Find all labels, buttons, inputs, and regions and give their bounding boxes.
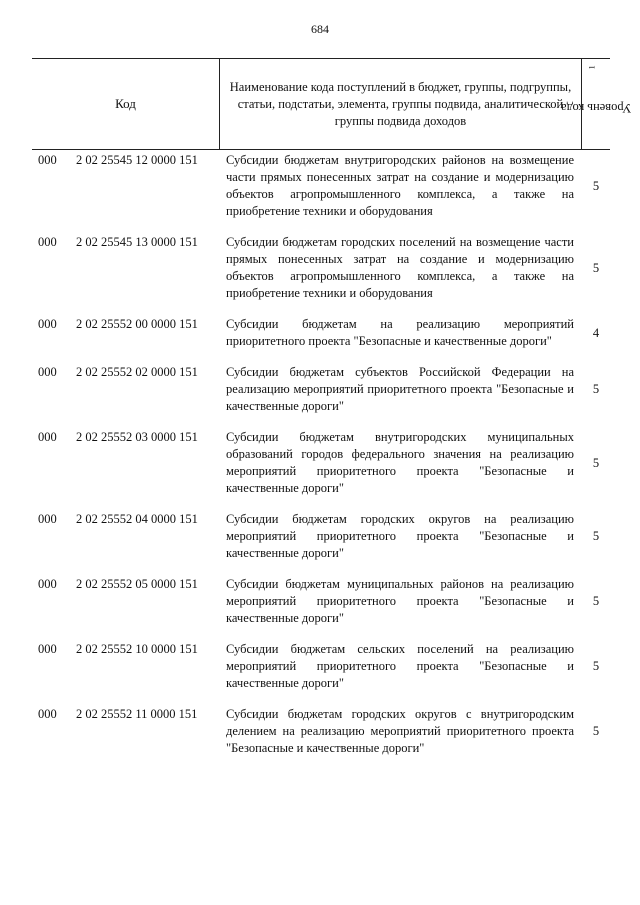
admin-code: 000: [38, 512, 57, 526]
admin-code: 000: [38, 153, 57, 167]
table-row: [32, 576, 610, 627]
code-level: 5: [592, 594, 600, 608]
table-header: [32, 58, 632, 150]
header-level-label: [561, 65, 632, 143]
code-name: Субсидии бюджетам внутригородских районов на возмещение части прямых понесенных затрат на создание и модернизацию объектов агропромышленного комплекса, а также на приобретение техники и оборудования: [226, 153, 574, 218]
table-row: [32, 152, 610, 220]
admin-code: 000: [38, 577, 57, 591]
code-level: 5: [592, 724, 600, 738]
code-name: Субсидии бюджетам городских поселений на возмещение части прямых понесенных затрат на создание и модернизацию объектов агропромышленного комплекса, а также на приобретение техники и оборудования: [226, 235, 574, 300]
table-row: [32, 511, 610, 562]
code-level: 5: [592, 382, 600, 396]
admin-code: 000: [38, 365, 57, 379]
header-level: [561, 59, 632, 149]
budget-code: 2 02 25552 00 0000 151: [76, 317, 198, 331]
header-level-text: Уровень кода: [561, 101, 632, 116]
budget-code: 2 02 25552 02 0000 151: [76, 365, 198, 379]
admin-code: 000: [38, 430, 57, 444]
admin-code: 000: [38, 235, 57, 249]
table-row: [32, 316, 610, 350]
table-row: [32, 234, 610, 302]
code-level: 5: [592, 529, 600, 543]
code-level: 5: [592, 455, 600, 470]
admin-code: 000: [38, 642, 57, 656]
code-name: Субсидии бюджетам городских округов на реализацию мероприятий приоритетного проекта "Безопасные и качественные дороги": [226, 512, 574, 560]
code-name: Субсидии бюджетам субъектов Российской Федерации на реализацию мероприятий приоритетного проекта "Безопасные и качественные дороги": [226, 365, 574, 413]
code-name: Субсидии бюджетам сельских поселений на реализацию мероприятий приоритетного проекта "Безопасные и качественные дороги": [226, 642, 574, 690]
code-level: 5: [592, 260, 600, 275]
budget-code: 2 02 25552 05 0000 151: [76, 577, 198, 591]
code-level: 4: [592, 325, 600, 340]
code-name: Субсидии бюджетам муниципальных районов на реализацию мероприятий приоритетного проекта "Безопасные и качественные дороги": [226, 577, 574, 625]
page-number: 684: [311, 22, 329, 36]
budget-code: 2 02 25552 03 0000 151: [76, 430, 198, 444]
code-name: Субсидии бюджетам внутригородских муниципальных образований городов федерального значения на реализацию мероприятий приоритетного проекта "Безопасные и качественные дороги": [226, 430, 574, 495]
table-row: [32, 706, 610, 757]
header-code: Код: [32, 59, 220, 149]
budget-code: 2 02 25545 13 0000 151: [76, 235, 198, 249]
table-row: [32, 364, 610, 415]
code-name: Субсидии бюджетам на реализацию мероприятий приоритетного проекта "Безопасные и качественные дороги": [226, 317, 574, 348]
admin-code: 000: [38, 707, 57, 721]
budget-code: 2 02 25552 04 0000 151: [76, 512, 198, 526]
table-row: [32, 641, 610, 692]
code-level: 5: [592, 659, 600, 673]
table-row: [32, 429, 610, 497]
code-level: 5: [592, 178, 600, 193]
code-name: Субсидии бюджетам городских округов с внутригородским делением на реализацию мероприятий приоритетного проекта "Безопасные и качественные дороги": [226, 707, 574, 755]
table-body: [32, 152, 610, 771]
budget-code: 2 02 25545 12 0000 151: [76, 153, 198, 167]
header-name: Наименование кода поступлений в бюджет, группы, подгруппы, статьи, подстатьи, элемента, группы подвида, аналитической группы подвида доходов: [220, 59, 582, 149]
budget-code: 2 02 25552 11 0000 151: [76, 707, 198, 721]
header-level-footnote: 1: [587, 65, 597, 70]
budget-code: 2 02 25552 10 0000 151: [76, 642, 198, 656]
admin-code: 000: [38, 317, 57, 331]
